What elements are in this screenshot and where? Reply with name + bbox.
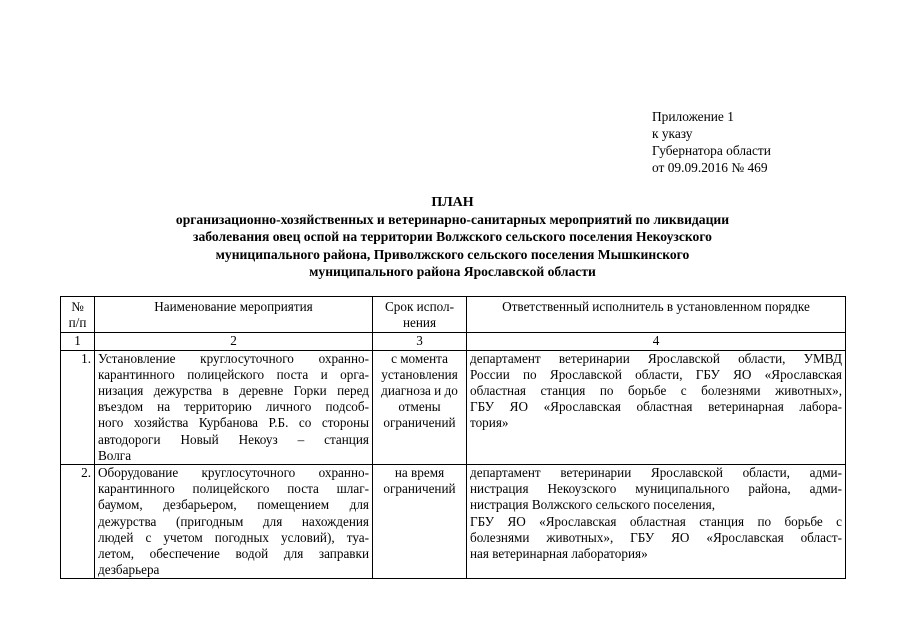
measure-name-line: ного хозяйства Курбанова Р.Б. со стороны bbox=[98, 415, 369, 431]
execution-term-line: ограничений bbox=[383, 415, 456, 431]
table-row bbox=[61, 465, 846, 579]
responsible-line: тория» bbox=[470, 415, 509, 431]
measure-name bbox=[95, 350, 373, 464]
responsible-executor bbox=[467, 465, 846, 579]
header-responsible bbox=[467, 297, 846, 333]
table-header-row bbox=[61, 297, 846, 333]
responsible-line: областная станция по борьбе с болезнями животных», bbox=[470, 383, 842, 399]
measure-name-line: баумом, дезбарьером, помещением для bbox=[98, 497, 369, 513]
measure-name-line: низация дежурства в деревне Горки перед bbox=[98, 383, 369, 399]
measure-name-line: въездом на территорию личного подсоб- bbox=[98, 399, 369, 415]
responsible-line: департамент ветеринарии Ярославской области, адми- bbox=[470, 465, 842, 481]
attachment-line: Губернатора области bbox=[652, 143, 771, 158]
column-number: 1 bbox=[61, 333, 95, 350]
measure-name-line: людей с учетом погодных условий), туа- bbox=[98, 529, 369, 545]
responsible-executor bbox=[467, 350, 846, 464]
responsible-line: нистрация Волжского сельского поселения, bbox=[470, 497, 716, 513]
title-line: организационно-хозяйственных и ветеринарно-санитарных мероприятий по ликвидации bbox=[175, 212, 730, 228]
measure-name-line: карантинного полицейского поста шлаг- bbox=[98, 481, 369, 497]
column-number: 2 bbox=[95, 333, 373, 350]
responsible-line: России по Ярославской области, ГБУ ЯО «Ярославская bbox=[470, 366, 842, 382]
title-line: муниципального района, Приволжского сельского поселения Мышкинского bbox=[215, 246, 690, 262]
title-line: муниципального района Ярославской области bbox=[309, 263, 596, 279]
execution-term-line: диагноза и до bbox=[381, 383, 458, 399]
attachment-line: Приложение 1 bbox=[652, 109, 734, 124]
attachment-date-line: от 09.09.2016 № 469 bbox=[652, 160, 768, 175]
execution-term-line: на время bbox=[394, 465, 445, 481]
plan-heading: ПЛАН bbox=[431, 195, 474, 210]
measure-name-line: Установление круглосуточного охранно- bbox=[98, 350, 369, 366]
header-responsible-label: Ответственный исполнитель в установленном порядке bbox=[502, 299, 810, 314]
table-row bbox=[61, 350, 846, 464]
attachment-line: к указу bbox=[652, 126, 693, 141]
row-number: 1. bbox=[61, 350, 95, 464]
plan-table bbox=[60, 296, 846, 579]
measure-name-line: дезбарьера bbox=[98, 562, 160, 578]
responsible-line: департамент ветеринарии Ярославской области, УМВД bbox=[470, 350, 842, 366]
measure-name-line: дежурства (пригодным для нахождения bbox=[98, 513, 369, 529]
header-number-line: № bbox=[71, 299, 84, 314]
execution-term-line: отмены bbox=[398, 399, 441, 415]
header-number bbox=[61, 297, 95, 333]
execution-term bbox=[373, 465, 467, 579]
measure-name-line: летом, обеспечение водой для заправки bbox=[98, 546, 369, 562]
responsible-line: ГБУ ЯО «Ярославская областная ветеринарная лабора- bbox=[470, 399, 842, 415]
execution-term-line: установления bbox=[381, 366, 458, 382]
column-number: 3 bbox=[373, 333, 467, 350]
column-number-row bbox=[61, 333, 846, 350]
header-term-line: Срок испол- bbox=[384, 299, 455, 314]
header-name bbox=[95, 297, 373, 333]
measure-name-line: автодороги Новый Некоуз – станция bbox=[98, 431, 369, 447]
responsible-line: ГБУ ЯО «Ярославская областная станция по борьбе с bbox=[470, 513, 842, 529]
column-number: 4 bbox=[467, 333, 846, 350]
execution-term-line: с момента bbox=[391, 350, 448, 366]
responsible-line: болезнями животных», ГБУ ЯО «Ярославская област- bbox=[470, 529, 842, 545]
header-term-line: нения bbox=[402, 315, 437, 331]
execution-term-line: ограничений bbox=[383, 481, 456, 497]
measure-name-line: карантинного полицейского поста и орга- bbox=[98, 366, 369, 382]
execution-term bbox=[373, 350, 467, 464]
measure-name bbox=[95, 465, 373, 579]
attachment-note bbox=[652, 108, 892, 176]
header-term bbox=[373, 297, 467, 333]
row-number: 2. bbox=[61, 465, 95, 579]
responsible-line: ная ветеринарная лаборатория» bbox=[470, 546, 648, 562]
measure-name-line: Волга bbox=[98, 447, 132, 463]
header-name-label: Наименование мероприятия bbox=[154, 299, 313, 314]
header-number-line: п/п bbox=[68, 315, 87, 331]
measure-name-line: Оборудование круглосуточного охранно- bbox=[98, 465, 369, 481]
responsible-line: нистрация Некоузского муниципального района, адми- bbox=[470, 481, 842, 497]
title-line: заболевания овец оспой на территории Волжского сельского поселения Некоузского bbox=[193, 229, 712, 245]
document-title bbox=[100, 194, 805, 280]
